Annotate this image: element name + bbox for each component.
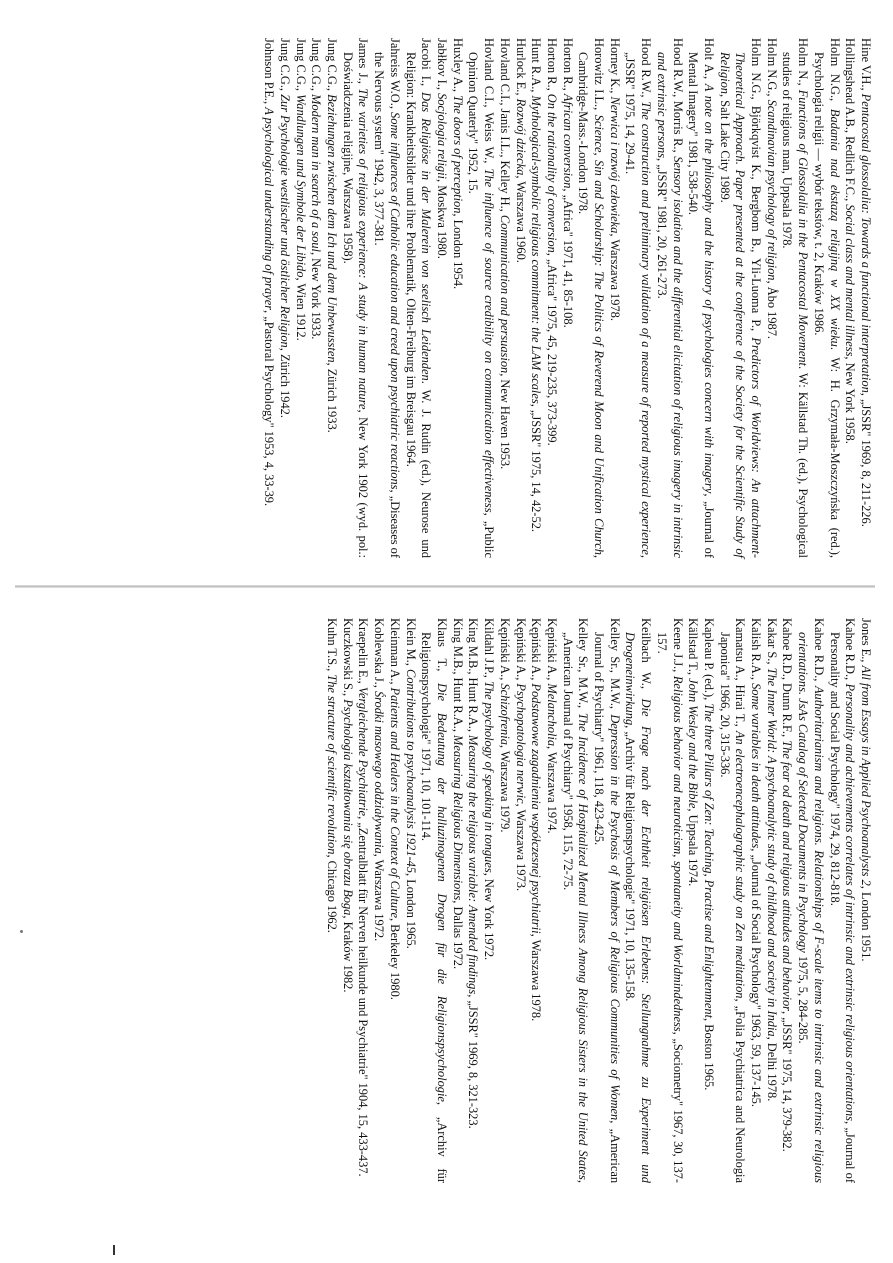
- reference-publication: , Boston 1965.: [701, 1018, 716, 1091]
- reference-author: Jacobi I.,: [419, 38, 434, 93]
- reference-author: James J.,: [356, 38, 371, 89]
- reference-title: Scandinavian psychology of religion: [764, 99, 779, 281]
- reference-publication: , Uppsala 1974.: [686, 808, 701, 887]
- reference-publication: , Delhi 1978.: [764, 1036, 779, 1102]
- reference-title: Communication and persuasion: [497, 214, 512, 374]
- reference-publication: , Kraków 1982.: [340, 915, 355, 993]
- reference-title: Personality and achievements correlates of intrinsic and extrinsic religious orientations: [843, 683, 858, 1122]
- reference-author: Kuhn T.S.,: [325, 618, 340, 675]
- reference-title: The structure of scientific revolution: [325, 674, 340, 855]
- reference-publication: , Warszawa 1972.: [372, 853, 387, 942]
- reference-title: Social class and mental illness: [843, 204, 858, 357]
- reference-author: Jung C.G.,: [277, 38, 292, 95]
- reference-entry: [433, 38, 449, 558]
- reference-title: Wandlungen und Symbole der Libido: [293, 94, 308, 278]
- reference-publication: , New Haven 1953.: [497, 373, 512, 470]
- reference-publication: , „Zentralblatt für Nerven heilkunde und Psychiatrie" 1904, 15, 433-437.: [356, 816, 371, 1177]
- reference-publication: . W: H. Grzymała-Moszczyńska (red.), Psychologia religii — wybór tekstów, t. 2, Kraków 1986.: [811, 52, 842, 558]
- reference-title: Badania nad ekstazą religijną w XX wieku: [827, 108, 842, 347]
- reference-title: The doors of perception: [450, 95, 465, 214]
- scan-speck: [20, 930, 23, 933]
- reference-publication: , „JSSR" 1975, 14, 29-41.: [623, 52, 654, 558]
- reference-title: Mythological-symbolic religious commitment: the LAM scales: [529, 95, 544, 404]
- reference-entry: [261, 38, 277, 558]
- reference-publication: , Zürich 1933.: [325, 362, 340, 433]
- reference-entry: [323, 38, 339, 558]
- reference-publication: . W. J. Rudin (ed.), Neurose und Religion: Krankheitsbilder und ihre Problematik, Olten-Freiburg im Breisgau 1964.: [403, 52, 434, 558]
- reference-title: Measuring the religious variable: Amended findings: [466, 735, 481, 995]
- reference-author: Koblewska J.,: [372, 618, 387, 691]
- reference-author: Kępiński A.,: [513, 618, 528, 684]
- reference-list-left: [261, 38, 873, 558]
- reference-author: Klein M.,: [403, 618, 418, 669]
- reference-entry: [402, 618, 418, 1183]
- reference-publication: , „JSSR" 1969, 8, 211-226.: [859, 392, 873, 527]
- reference-author: Horowitz I.L.,: [592, 38, 607, 115]
- reference-entry: [339, 618, 355, 1183]
- reference-author: Kahoe R.D.,: [843, 618, 858, 684]
- reference-entry: [543, 38, 559, 558]
- reference-entry: [700, 618, 716, 1183]
- reference-title: Some variables in death attitudes: [749, 683, 764, 849]
- reference-publication: , Warszawa 1960.: [513, 175, 528, 263]
- reference-entry: [528, 38, 544, 558]
- reference-entry: [857, 618, 873, 1183]
- reference-publication: , Cambridge-Mass.-London 1978.: [576, 52, 607, 559]
- reference-entry: [653, 38, 684, 558]
- reference-title: Sensory isolation and the differential elicitation of religious imagery in intrinsic and extrinsic persons: [654, 52, 685, 558]
- reference-title: All from Essays in Applied Psychoanalysts 2: [859, 665, 873, 886]
- reference-publication: , Moskwa 1980.: [435, 179, 450, 259]
- reference-author: Jabłkov I.,: [435, 38, 450, 94]
- reference-title: Modern man in search of a soul: [309, 94, 324, 252]
- reference-author: Hovland C.I., Weiss W.,: [482, 38, 497, 169]
- reference-author: Kalish R.A.,: [749, 618, 764, 684]
- reference-entry: [685, 618, 701, 1183]
- reference-publication: , New York 1933.: [309, 251, 324, 340]
- reference-entry: [292, 38, 308, 558]
- reference-publication: , Chicago 1962.: [325, 854, 340, 933]
- reference-publication: , „Public Opinion Quaterly" 1952, 15.: [466, 52, 497, 558]
- reference-title: Die Frage nach der Echtheit religiösen Erlebens: Stellungnahme zu Experiment und Drogeneinwirkung: [623, 632, 654, 1183]
- reference-title: Zur Psychologie westlischer und östlicher Religion: [277, 94, 292, 348]
- reference-title: Socjologia religii: [435, 93, 450, 179]
- reference-author: Jung C.G.,: [293, 38, 308, 95]
- reference-author: Jung C.G.,: [309, 38, 324, 95]
- reference-title: Religious behavior and neuroticism, spontaneity and Worldmindedness: [670, 675, 685, 1032]
- reference-author: Hovland C.I., Janis I.L., Kelley H.,: [497, 38, 512, 215]
- reference-entry: [512, 618, 528, 1183]
- reference-author: King M.B., Hunt R.A.,: [450, 618, 465, 736]
- reference-entry: [763, 618, 779, 1183]
- reference-author: Kildahl J.P.,: [482, 618, 497, 681]
- reference-publication: , Salt Lake City 1989.: [717, 93, 732, 203]
- reference-publication: , „Journal of Social Psychology" 1963, 59, 137-145.: [749, 848, 764, 1107]
- reference-publication: , „Africa" 1975, 45, 219-235, 373-399.: [544, 252, 559, 446]
- reference-entry: [276, 38, 292, 558]
- reference-author: Kraepelin E.,: [356, 618, 371, 687]
- reference-entry: [622, 38, 653, 558]
- reference-entry: [685, 38, 716, 558]
- reference-entry: [559, 618, 590, 1183]
- reference-publication: , Wien 1912.: [293, 277, 308, 341]
- reference-publication: , London 1954.: [450, 213, 465, 290]
- reference-author: Holm N.G.,: [827, 38, 842, 109]
- reference-title: Podstawowe zagadnienia współczesnej psychiatrii: [529, 683, 544, 934]
- reference-entry: [653, 618, 684, 1183]
- reference-author: Källstad T.,: [686, 618, 701, 679]
- reference-title: Authoritarianism and religions. Relationships of F-scale items to intrinsic and extrinsic religious orientations. JsAs Catalog of Selected Documents in Psychology: [796, 632, 826, 1183]
- reference-title: On the rationality of conversion: [544, 93, 559, 253]
- reference-author: Horton R.,: [544, 38, 559, 94]
- reference-entry: [779, 38, 810, 558]
- reference-title: The varieties of religious experience: A study in human nature: [356, 88, 371, 410]
- reference-title: The psychology of speaking in tongues: [482, 681, 497, 873]
- reference-entry: [810, 38, 841, 558]
- reference-entry: [826, 618, 857, 1183]
- reference-title: Środki masowego oddziaływania: [372, 690, 387, 854]
- reference-entry: [496, 618, 512, 1183]
- reference-entry: [449, 618, 465, 1183]
- reference-publication: , „American Journal of Psychiatry" 1961, 118, 423-425.: [592, 632, 622, 1184]
- reference-list-right: [323, 618, 873, 1183]
- reference-entry: [386, 618, 402, 1183]
- reference-entry: [528, 618, 544, 1183]
- reference-entry: [371, 618, 387, 1183]
- reference-title: The Incidence of Hospitalized Mental Illness Among Religious Sisters in the United States: [576, 712, 591, 1180]
- reference-publication: , Warszawa 1978.: [529, 933, 544, 1022]
- reference-author: Kępiński A.,: [544, 618, 559, 684]
- reference-publication: , „Journal of Personality and Social Psychology" 1974, 29, 812-818.: [827, 632, 858, 1184]
- reference-title: Patients and Healers in the Context of Culture: [387, 687, 402, 918]
- reference-publication: , New York 1902 (wyd. pol.: Doświadczenia religijne, Warszawa 1958).: [340, 52, 371, 558]
- reference-publication: , Warszawa 1973.: [513, 803, 528, 892]
- reference-author: Kępiński A.,: [529, 618, 544, 684]
- reference-publication: 1975, 5, 284-285.: [796, 952, 811, 1044]
- reference-entry: [496, 38, 512, 558]
- reference-publication: , „American Journal of Psychiatry" 1958, 115, 72-75.: [560, 632, 591, 1183]
- reference-author: Jung C.G.,: [325, 38, 340, 95]
- reference-title: The Inner World: A psychoanalytic study of childhood and society in India: [764, 667, 779, 1037]
- reference-publication: , Warszawa 1974.: [544, 746, 559, 834]
- reference-entry: [590, 618, 621, 1183]
- reference-author: Horney K.,: [607, 38, 622, 97]
- reference-title: Psychologia kształtowania się obrazu Boga: [340, 699, 355, 916]
- reference-author: Kuczkowski S.,: [340, 618, 355, 700]
- reference-title: The construction and preliminary validation of a measure of reported mystical experience: [639, 101, 654, 555]
- reference-author: Keilbach W.,: [639, 618, 654, 699]
- reference-entry: [794, 618, 825, 1183]
- reference-publication: , Warszawa 1978.: [607, 233, 622, 321]
- reference-publication: , London 1951.: [859, 885, 873, 962]
- reference-title: Measuring Religious Dimensions: [450, 735, 465, 901]
- reference-entry: [480, 618, 496, 1183]
- reference-author: Kamatsu A., Hirai T.,: [733, 618, 748, 731]
- reference-title: The influence of source credibility on communication effectiveness: [482, 168, 497, 513]
- reference-publication: , Warszawa 1979.: [497, 744, 512, 833]
- reference-author: Jones E.,: [859, 618, 873, 666]
- reference-author: Holm N.G.,: [764, 38, 779, 100]
- reference-author: Johnson P.E.,: [262, 38, 277, 108]
- reference-publication: , New York 1958.: [843, 356, 858, 444]
- reference-title: Schizofrenia: [497, 683, 512, 745]
- reference-author: Hood R.W., Morris R.,: [670, 38, 685, 157]
- reference-title: Pentacostal glossolalia: Towards a functional interpretation: [859, 93, 873, 393]
- reference-publication: , Berkeley 1980.: [387, 917, 402, 1000]
- reference-author: Hood R.W.,: [639, 38, 654, 102]
- reference-publication: , „Journal of Mental Imagery" 1981, 538-540.: [686, 52, 716, 559]
- reference-publication: , „JSSR" 1981, 20, 261-273.: [654, 158, 669, 299]
- reference-author: Holm N.G., Björkqvist K., Bergbom B., Yli-Luoma P.,: [749, 38, 764, 338]
- reference-title: African conversion: [560, 93, 575, 189]
- reference-author: Klaus T.,: [435, 618, 450, 684]
- reference-author: Holt A.,: [701, 38, 716, 84]
- reference-title: Contributions to psychoanalysis 1921-45: [403, 668, 418, 874]
- reference-entry: [323, 618, 339, 1183]
- reference-title: Functions of Glossolalia in the Pentacostal Movement: [796, 89, 811, 366]
- reference-entry: [716, 38, 763, 558]
- reference-entry: [465, 38, 496, 558]
- reference-publication: , „JSSR" 1975, 14, 42-52.: [529, 403, 544, 532]
- reference-entry: [371, 38, 402, 558]
- reference-author: Kapleau P. (ed.),: [701, 618, 716, 704]
- reference-entry: [857, 38, 873, 558]
- reference-author: Keene J.J.,: [670, 618, 685, 676]
- reference-entry: [842, 38, 858, 558]
- reference-author: Hunt R.A.,: [529, 38, 544, 96]
- reference-entry: [465, 618, 481, 1183]
- reference-title: Melancholia: [544, 683, 559, 747]
- scan-mark: [113, 1245, 115, 1255]
- reference-title: An electroencephalographic study on Zen meditation: [733, 730, 748, 999]
- reference-entry: [559, 38, 575, 558]
- reference-publication: , „Archiv für Religionspsychologie" 1971, 10, 135-158.: [623, 725, 638, 1002]
- reference-author: Kahoe R.D.,: [811, 618, 826, 686]
- reference-entry: [339, 38, 370, 558]
- reference-author: Kępiński A.,: [497, 618, 512, 684]
- reference-publication: , „Pastoral Psychology" 1953, 4, 33-39.: [262, 310, 277, 507]
- reference-entry: [418, 618, 449, 1183]
- reference-entry: [512, 38, 528, 558]
- reference-publication: , London 1965.: [403, 873, 418, 949]
- reference-title: Predictors of Worldviews: An attachment-Theoretical Approach. Paper presented at the conference of the Society for the Scientific Study of Religion: [717, 52, 764, 558]
- reference-entry: [622, 618, 653, 1183]
- reference-title: A note on the philosophy and the history of psychologies concern with imagery: [701, 83, 716, 494]
- reference-title: Nerwica i rozwój człowieka: [607, 96, 622, 234]
- reference-author: Holm N.,: [796, 38, 811, 90]
- reference-entry: [449, 38, 465, 558]
- reference-entry: [763, 38, 779, 558]
- reference-author: Kelley Sr., M.W.,: [576, 618, 591, 713]
- reference-entry: [402, 38, 433, 558]
- reference-publication: , Zürich 1942.: [277, 347, 292, 418]
- reference-entry: [716, 618, 747, 1183]
- reference-publication: , „JSSR" 1975, 14, 379-382.: [780, 1010, 795, 1152]
- reference-author: Kleinman A.,: [387, 618, 402, 688]
- reference-publication: , „JSSR" 1969, 8, 321-323.: [466, 994, 481, 1129]
- reference-publication: , „Africa" 1971, 41, 85-108.: [560, 188, 575, 328]
- reference-publication: , „Folia Psychiatrica and Neurologia Japonica" 1966, 20, 315-336.: [717, 632, 748, 1183]
- reference-entry: [355, 618, 371, 1183]
- reference-author: King M.B., Hunt R.A.,: [466, 618, 481, 736]
- reference-title: The three Pillars of Zen: Teaching, Practise and Enlightenment: [701, 703, 716, 1019]
- reference-title: Rozwój dziecka: [513, 98, 528, 176]
- reference-author: Kahoe R.D., Dunn R.F.,: [780, 618, 795, 741]
- right-page: [323, 618, 873, 1183]
- reference-title: Science, Sin and Scholarship: The Politics of Reverend Moon and Unification Church: [592, 114, 607, 555]
- reference-title: John Wesley and the Bible: [686, 678, 701, 809]
- reference-publication: . W: Källstad Th. (ed.), Psychological studies of religious man, Uppsala 1978.: [780, 52, 811, 558]
- reference-entry: [747, 618, 763, 1183]
- reference-author: Hollingshead A.B., Redlich F.C.,: [843, 38, 858, 205]
- left-page: [261, 38, 873, 558]
- reference-entry: [575, 38, 606, 558]
- reference-entry: [779, 618, 795, 1183]
- reference-title: Beziehungen zwischen dem Ich und dem Unbewussten: [325, 94, 340, 363]
- reference-author: Hurlock E.,: [513, 38, 528, 99]
- reference-author: Horton R.,: [560, 38, 575, 94]
- reference-author: Kakar S.,: [764, 618, 779, 668]
- reference-title: Vergleichende Psychiatrie: [356, 686, 371, 817]
- reference-publication: , Åbo 1987.: [764, 280, 779, 340]
- book-fold: [15, 585, 875, 588]
- reference-publication: , „Diseases of the Nervous system" 1942, 3, 377-381.: [372, 52, 402, 558]
- reference-publication: , „Sociometry" 1967, 30, 137-157.: [654, 632, 685, 1184]
- reference-title: Die Bedeutung der halluzinogenen Drogen für die Religionspsychologie: [435, 683, 450, 1102]
- reference-author: Huxley A.,: [450, 38, 465, 96]
- reference-author: Jahreiss W.O.,: [387, 38, 402, 113]
- reference-title: Some influences of Catholic education and creed upon psychiatric reactions: [387, 112, 402, 490]
- reference-title: Depression in the Psychosis of Members of Religious Communities of Women: [607, 714, 622, 1121]
- reference-title: Das Religiöse in der Malerein von seelisch Leidenden: [419, 92, 434, 381]
- reference-title: Psychopatologia nerwic: [513, 683, 528, 804]
- reference-publication: , Dallas 1972.: [450, 900, 465, 970]
- reference-publication: , New York 1972.: [482, 872, 497, 961]
- reference-entry: [308, 38, 324, 558]
- reference-entry: [606, 38, 622, 558]
- reference-title: A psychological understanding of prayer: [262, 107, 277, 311]
- reference-title: The fear od death and religious attitudes and behavior: [780, 740, 795, 1011]
- reference-entry: [543, 618, 559, 1183]
- reference-author: Hine V.H.,: [859, 38, 873, 94]
- reference-publication: , „Archiv für Religionspsychologie" 1971, 10, 101-114.: [419, 632, 450, 1183]
- reference-author: Kelley Sr., M.W.,: [607, 618, 622, 715]
